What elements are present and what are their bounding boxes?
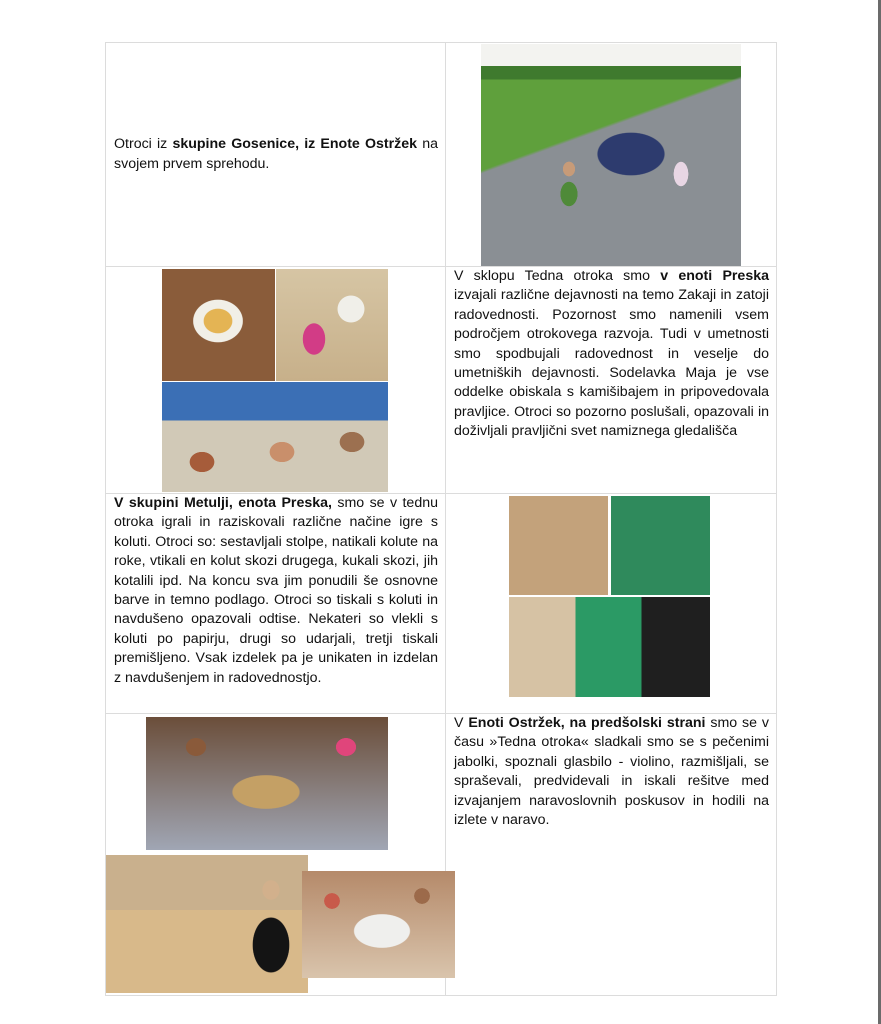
photo-kamishibai-stage: [162, 269, 275, 381]
photo-cell-walk: [446, 43, 777, 267]
paragraph-preska: V sklopu Tedna otroka smo v enoti Preska izvajali različne dejavnosti na temo Zakaji in zatoji radovednosti. Pozornost smo namenili vsem področjem otrokovega razvoja. Tudi v umetnosti smo spodbujali radovednost in veselje do umetniških dejavnosti. Sodelavka Maja je vse oddelke obiskala s kamišibajem in pripovedovala pravljice. Otroci so pozorno poslušali, opazovali in doživljali pravljični svet namiznega gledališča: [454, 268, 769, 440]
photo-teacher-kamishibai: [276, 269, 388, 381]
text-cell-preska: [446, 267, 777, 494]
photo-cell-kamishibai: [106, 267, 446, 494]
paragraph-ostrzek: V Enoti Ostržek, na predšolski strani smo se v času »Tedna otroka« sladkali smo se s pečenimi jabolki, spoznali glasbilo - violino, razmišljali, se spraševali, predvidevali in iskali rešitve med izvajanjem naravoslovnih poskusov in hodili na izlete v naravo.: [454, 715, 769, 829]
photo-children-watching: [162, 382, 388, 492]
photo-children-table: [146, 717, 388, 850]
photo-experiments: [302, 871, 455, 978]
table-row: [106, 43, 777, 267]
photo-cell-ostrzek: [106, 714, 446, 996]
photo-rings-printing: [509, 597, 710, 697]
paragraph-metulji: V skupini Metulji, enota Preska, smo se v tednu otroka igrali in raziskovali različne načine igre s koluti. Otroci so: sestavljali stolpe, natikali kolute na roke, vtikali en kolut skozi drugega, kukali skozi, jih kotalili ipd. Na koncu sva jim ponudili še osnovne barve in temno podlago. Otroci so tiskali s koluti in navdušeno opazovali odtise. Nekateri so vlekli s koluti po papirju, drugi so udarjali, tretji tiskali premišljeno. Vsak izdelek pa je unikaten in izdelan z navdušenjem in radovednostjo.: [114, 495, 438, 686]
text-cell-ostrzek: [446, 714, 777, 996]
photo-children-walk: [481, 44, 741, 266]
table-row: [106, 267, 777, 494]
table-row: [106, 494, 777, 714]
text-cell-gosenice: [106, 43, 446, 267]
photo-violin: [106, 855, 308, 993]
content-table: [105, 42, 777, 996]
photo-cell-rings: [446, 494, 777, 714]
table-row: [106, 714, 777, 996]
text-cell-metulji: [106, 494, 446, 714]
paragraph-gosenice: Otroci iz skupine Gosenice, iz Enote Ostržek na svojem prvem sprehodu.: [114, 136, 438, 172]
